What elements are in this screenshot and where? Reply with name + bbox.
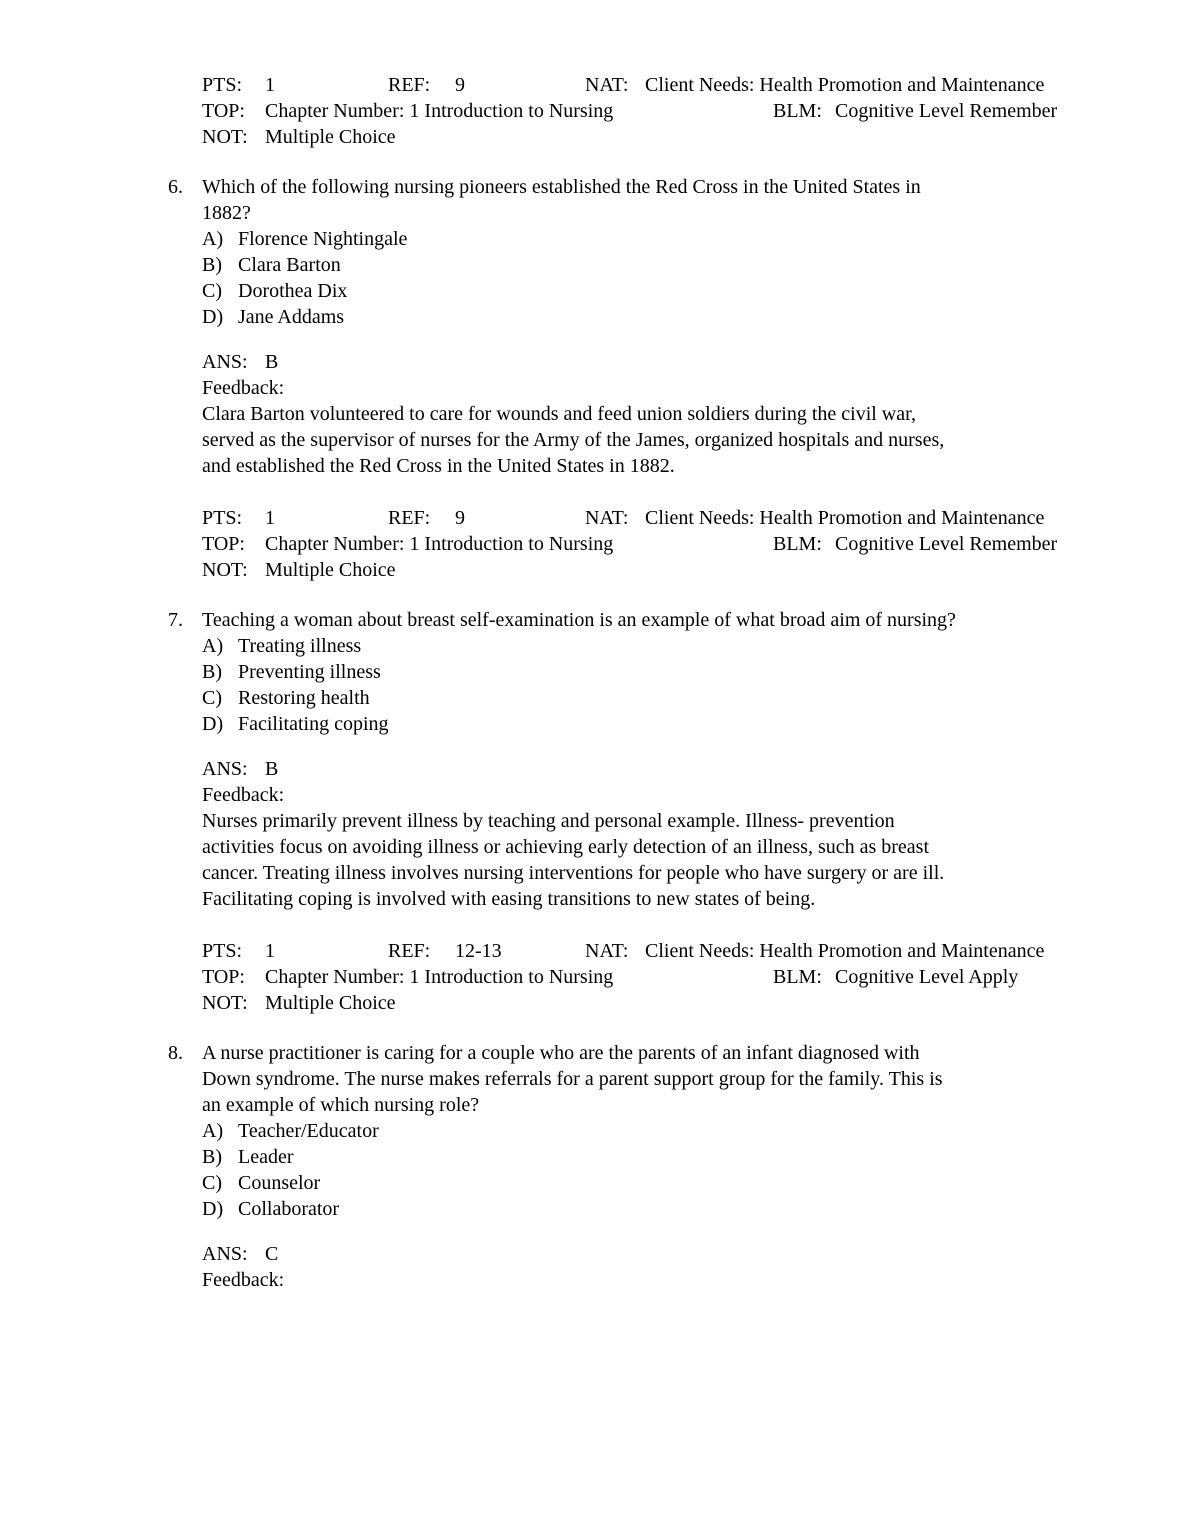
not-label: NOT:	[202, 559, 248, 581]
option-letter: A)	[202, 635, 224, 657]
option-letter: B)	[202, 1146, 222, 1168]
pts-value: 1	[265, 507, 275, 529]
nat-label: NAT:	[585, 507, 629, 529]
option-text: Dorothea Dix	[238, 280, 348, 302]
meta-row	[202, 124, 1088, 150]
ans-label: ANS:	[202, 351, 248, 373]
question-stem-line: 1882?	[202, 202, 251, 224]
option-text: Counselor	[238, 1172, 321, 1194]
meta-row	[202, 505, 1088, 531]
question-stem-line: Down syndrome. The nurse makes referrals for a parent support group for the family. This is	[202, 1068, 943, 1090]
option-text: Treating illness	[238, 635, 362, 657]
feedback-line: Facilitating coping is involved with easing transitions to new states of being.	[202, 888, 816, 910]
question-stem-line: Teaching a woman about breast self-examination is an example of what broad aim of nursing?	[202, 609, 956, 631]
option-letter: D)	[202, 1198, 224, 1220]
answer-block-6	[202, 349, 1088, 479]
option-text: Clara Barton	[238, 254, 341, 276]
ans-label: ANS:	[202, 1243, 248, 1265]
option-b	[202, 252, 1088, 278]
meta-row	[202, 72, 1088, 98]
ref-label: REF:	[388, 507, 431, 529]
option-text: Leader	[238, 1146, 294, 1168]
option-text: Collaborator	[238, 1198, 340, 1220]
top-value: Chapter Number: 1 Introduction to Nursing	[265, 100, 614, 122]
pts-label: PTS:	[202, 940, 243, 962]
pts-value: 1	[265, 74, 275, 96]
meta-row	[202, 938, 1088, 964]
nat-value: Client Needs: Health Promotion and Maintenance	[645, 940, 1045, 962]
option-d	[202, 711, 1088, 737]
option-text: Restoring health	[238, 687, 370, 709]
question-stem-line: A nurse practitioner is caring for a couple who are the parents of an infant diagnosed with	[202, 1042, 920, 1064]
option-text: Florence Nightingale	[238, 228, 408, 250]
option-letter: C)	[202, 687, 222, 709]
feedback-line: cancer. Treating illness involves nursing interventions for people who have surgery or are ill.	[202, 862, 945, 884]
option-b	[202, 659, 1088, 685]
blm-value: Cognitive Level Apply	[835, 966, 1019, 988]
option-letter: C)	[202, 1172, 222, 1194]
feedback-line: Nurses primarily prevent illness by teaching and personal example. Illness- prevention	[202, 810, 895, 832]
not-label: NOT:	[202, 992, 248, 1014]
nat-label: NAT:	[585, 940, 629, 962]
top-label: TOP:	[202, 533, 245, 555]
option-text: Preventing illness	[238, 661, 381, 683]
option-c	[202, 1170, 1088, 1196]
option-d	[202, 1196, 1088, 1222]
option-letter: B)	[202, 661, 222, 683]
option-text: Teacher/Educator	[238, 1120, 379, 1142]
feedback-label: Feedback:	[202, 377, 285, 399]
option-a	[202, 1118, 1088, 1144]
answer-row	[202, 1241, 1088, 1267]
option-letter: C)	[202, 280, 222, 302]
pts-label: PTS:	[202, 74, 243, 96]
option-text: Facilitating coping	[238, 713, 389, 735]
question-8	[168, 1040, 1088, 1222]
meta-row	[202, 964, 1088, 990]
meta-block-2	[202, 505, 1088, 583]
blm-label: BLM:	[773, 966, 822, 988]
question-number: 7.	[168, 609, 183, 631]
feedback-line: Clara Barton volunteered to care for wounds and feed union soldiers during the civil war,	[202, 403, 916, 425]
ref-value: 9	[455, 74, 465, 96]
pts-label: PTS:	[202, 507, 243, 529]
ans-value: C	[265, 1243, 279, 1265]
option-letter: D)	[202, 713, 224, 735]
ans-value: B	[265, 351, 279, 373]
top-label: TOP:	[202, 966, 245, 988]
option-a	[202, 226, 1088, 252]
not-label: NOT:	[202, 126, 248, 148]
top-value: Chapter Number: 1 Introduction to Nursing	[265, 533, 614, 555]
question-number: 6.	[168, 176, 183, 198]
top-label: TOP:	[202, 100, 245, 122]
blm-value: Cognitive Level Remember	[835, 533, 1058, 555]
question-stem-line: an example of which nursing role?	[202, 1094, 480, 1116]
option-a	[202, 633, 1088, 659]
answer-block-8	[202, 1241, 1088, 1293]
blm-label: BLM:	[773, 100, 822, 122]
meta-row	[202, 98, 1088, 124]
answer-block-7	[202, 756, 1088, 912]
option-letter: D)	[202, 306, 224, 328]
not-value: Multiple Choice	[265, 559, 396, 581]
not-value: Multiple Choice	[265, 992, 396, 1014]
feedback-line: served as the supervisor of nurses for the Army of the James, organized hospitals and nurses,	[202, 429, 945, 451]
meta-block-3	[202, 938, 1088, 1016]
question-number: 8.	[168, 1042, 183, 1064]
meta-row	[202, 557, 1088, 583]
question-7	[168, 607, 1088, 737]
pts-value: 1	[265, 940, 275, 962]
not-value: Multiple Choice	[265, 126, 396, 148]
answer-row	[202, 349, 1088, 375]
option-b	[202, 1144, 1088, 1170]
page-content	[168, 72, 1088, 1293]
option-c	[202, 685, 1088, 711]
option-d	[202, 304, 1088, 330]
option-letter: A)	[202, 1120, 224, 1142]
ans-label: ANS:	[202, 758, 248, 780]
meta-row	[202, 990, 1088, 1016]
answer-row	[202, 756, 1088, 782]
question-6	[168, 174, 1088, 330]
feedback-label: Feedback:	[202, 784, 285, 806]
option-letter: A)	[202, 228, 224, 250]
feedback-line: and established the Red Cross in the United States in 1882.	[202, 455, 675, 477]
blm-value: Cognitive Level Remember	[835, 100, 1058, 122]
blm-label: BLM:	[773, 533, 822, 555]
ref-label: REF:	[388, 74, 431, 96]
question-stem-line: Which of the following nursing pioneers established the Red Cross in the United States in	[202, 176, 921, 198]
meta-block-1	[202, 72, 1088, 150]
ans-value: B	[265, 758, 279, 780]
meta-row	[202, 531, 1088, 557]
nat-value: Client Needs: Health Promotion and Maintenance	[645, 507, 1045, 529]
feedback-line: activities focus on avoiding illness or achieving early detection of an illness, such as breast	[202, 836, 930, 858]
option-letter: B)	[202, 254, 222, 276]
ref-label: REF:	[388, 940, 431, 962]
ref-value: 12-13	[455, 940, 502, 962]
option-text: Jane Addams	[238, 306, 345, 328]
nat-label: NAT:	[585, 74, 629, 96]
nat-value: Client Needs: Health Promotion and Maintenance	[645, 74, 1045, 96]
option-c	[202, 278, 1088, 304]
feedback-label: Feedback:	[202, 1269, 285, 1291]
ref-value: 9	[455, 507, 465, 529]
top-value: Chapter Number: 1 Introduction to Nursing	[265, 966, 614, 988]
